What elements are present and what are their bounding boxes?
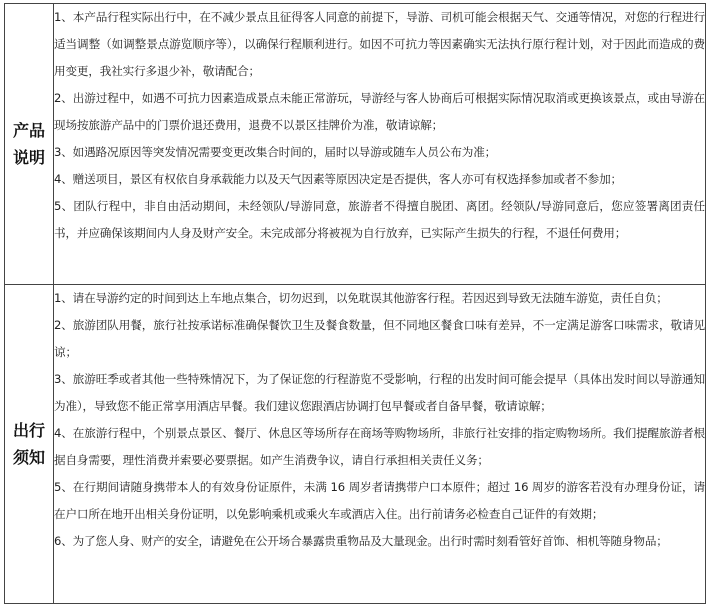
- travel-notice-content: [54, 285, 706, 604]
- info-document: [4, 3, 706, 606]
- product-description-label-cell: [5, 4, 54, 285]
- travel-notice-label: 出行须知: [12, 421, 45, 467]
- product-description-label: 产品说明: [12, 121, 45, 167]
- product-description-row: [5, 4, 706, 285]
- travel-notice-paragraph: 5、在行期间请随身携带本人的有效身份证原件，未满 16 周岁者请携带户口本原件；超过 16 周岁的游客若没有办理身份证，请在户口所在地开出相关身份证明，以免影响乘机或乘火车或酒店入住。出行前请务必检查自己证件的有效期；: [54, 480, 705, 521]
- product-description-paragraph: 5、团队行程中，非自由活动期间，未经领队/导游同意，旅游者不得擅自脱团、离团。经领队/导游同意后，您应签署离团责任书，并应确保该期间内人身及财产安全。未完成部分将被视为自行放弃，已实际产生损失的行程，不退任何费用；: [54, 199, 705, 240]
- product-description-content: [54, 4, 706, 285]
- product-description-paragraph: 1、本产品行程实际出行中，在不减少景点且征得客人同意的前提下，导游、司机可能会根据天气、交通等情况，对您的行程进行适当调整（如调整景点游览顺序等），以确保行程顺利进行。如因不可抗力等因素确实无法执行原行程计划，对于因此而造成的费用变更，我社实行多退少补，敬请配合；: [54, 10, 705, 78]
- travel-notice-paragraph: 1、请在导游约定的时间到达上车地点集合，切勿迟到，以免耽误其他游客行程。若因迟到导致无法随车游览，责任自负；: [54, 291, 668, 305]
- travel-notice-paragraph: 2、旅游团队用餐，旅行社按承诺标准确保餐饮卫生及餐食数量，但不同地区餐食口味有差异，不一定满足游客口味需求，敬请见谅；: [54, 318, 705, 359]
- travel-notice-paragraph: 3、旅游旺季或者其他一些特殊情况下，为了保证您的行程游览不受影响，行程的出发时间可能会提早（具体出发时间以导游通知为准），导致您不能正常享用酒店早餐。我们建议您跟酒店协调打包早餐或者自备早餐，敬请谅解；: [54, 372, 705, 413]
- product-description-paragraph: 2、出游过程中，如遇不可抗力因素造成景点未能正常游玩，导游经与客人协商后可根据实际情况取消或更换该景点，或由导游在现场按旅游产品中的门票价退还费用，退费不以景区挂牌价为准，敬请谅解；: [54, 91, 705, 132]
- product-description-paragraph: 4、赠送项目，景区有权依自身承载能力以及天气因素等原因决定是否提供，客人亦可有权选择参加或者不参加；: [54, 172, 622, 186]
- product-description-paragraph: 3、如遇路况原因等突发情况需要变更改集合时间的，届时以导游或随车人员公布为准；: [54, 145, 497, 159]
- travel-notice-paragraph: 4、在旅游行程中，个别景点景区、餐厅、休息区等场所存在商场等购物场所，非旅行社安排的指定购物场所。我们提醒旅游者根据自身需要，理性消费并索要必要票据。如产生消费争议，请自行承担相关责任义务；: [54, 426, 705, 467]
- travel-notice-row: [5, 285, 706, 604]
- travel-notice-label-cell: [5, 285, 54, 604]
- info-table: [4, 3, 706, 604]
- travel-notice-paragraph: 6、为了您人身、财产的安全，请避免在公开场合暴露贵重物品及大量现金。出行时需时刻看管好首饰、相机等随身物品；: [54, 534, 668, 548]
